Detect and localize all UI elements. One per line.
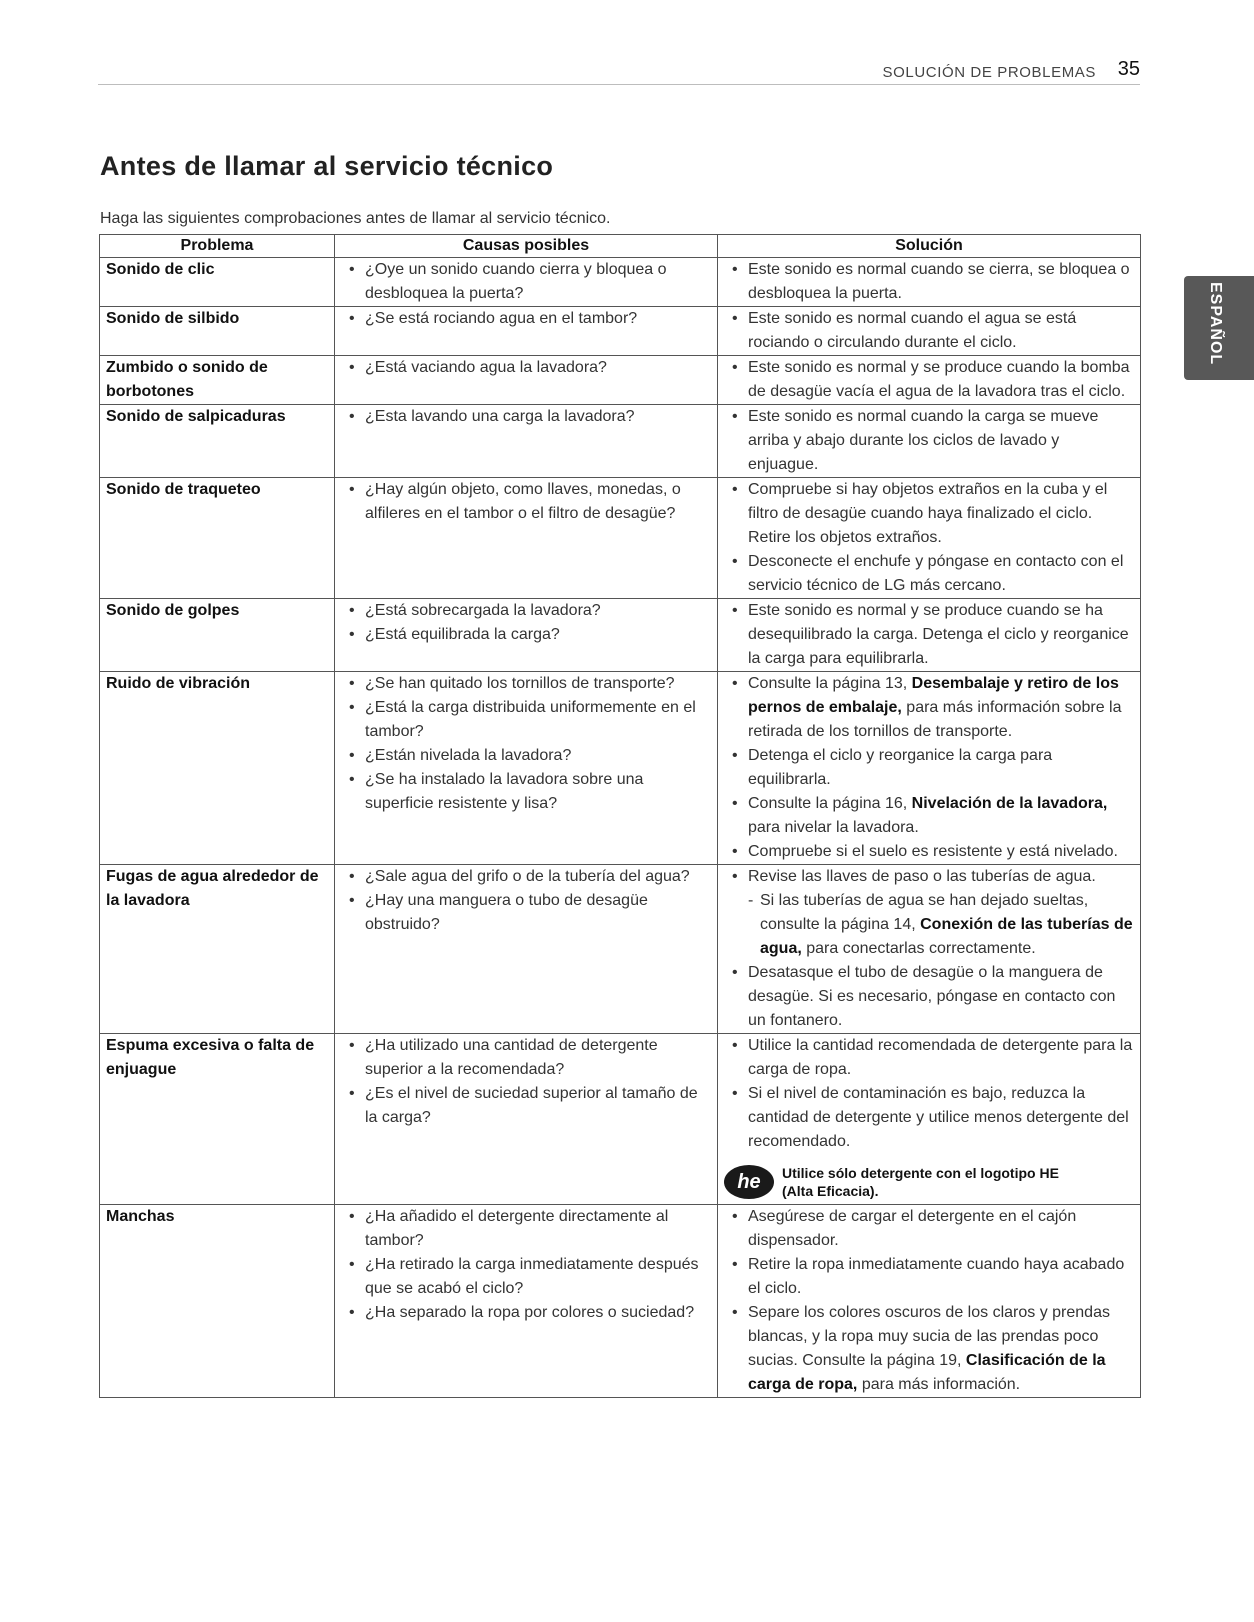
causes-cell — [335, 599, 718, 672]
solution-text: para conectarlas correctamente. — [801, 940, 1036, 957]
solution-subitem — [748, 889, 1134, 961]
intro-text: Haga las siguientes comprobaciones antes de llamar al servicio técnico. — [100, 210, 611, 227]
solution-text: Consulte la página 13, — [748, 675, 912, 692]
causes-cell — [335, 865, 718, 1034]
he-logo-icon: he — [724, 1165, 774, 1199]
causes-cell — [335, 258, 718, 307]
solution-item: • Si el nivel de contaminación es bajo, reduzca la cantidad de detergente y utilice menos detergente del recomendado. — [748, 1082, 1134, 1154]
table-row — [100, 599, 1141, 672]
table-row — [100, 478, 1141, 599]
cause-item: • ¿Ha retirado la carga inmediatamente después que se acabó el ciclo? — [365, 1253, 711, 1301]
header-causes: Causas posibles — [335, 235, 718, 258]
solution-item: • Este sonido es normal cuando el agua se está rociando o circulando durante el ciclo. — [748, 307, 1134, 355]
solution-text: para más información. — [857, 1376, 1021, 1393]
cause-item: • ¿Hay algún objeto, como llaves, monedas, o alfileres en el tambor o el filtro de desagüe? — [365, 478, 711, 526]
table-row — [100, 1034, 1141, 1205]
solution-item: • Este sonido es normal y se produce cuando la bomba de desagüe vacía el agua de la lavadora tras el ciclo. — [748, 356, 1134, 404]
causes-cell — [335, 1034, 718, 1205]
solution-text: Si las tuberías de agua se han dejado sueltas, consulte la página 14, — [760, 892, 1089, 933]
solution-cell — [718, 1034, 1141, 1205]
cause-item: • ¿Ha utilizado una cantidad de detergente superior a la recomendada? — [365, 1034, 711, 1082]
problem-cell: Zumbido o sonido de borbotones — [100, 356, 335, 405]
table-row — [100, 258, 1141, 307]
causes-cell — [335, 405, 718, 478]
problem-cell: Sonido de golpes — [100, 599, 335, 672]
solution-cell — [718, 672, 1141, 865]
table-header-row — [100, 235, 1141, 258]
solution-item — [748, 840, 1134, 864]
table-row — [100, 1205, 1141, 1398]
solution-item — [748, 865, 1134, 961]
problem-cell: Espuma excesiva o falta de enjuague — [100, 1034, 335, 1205]
cause-item: • ¿Está vaciando agua la lavadora? — [365, 356, 711, 380]
he-note-text — [782, 1164, 1059, 1200]
solution-text: Retire la ropa inmediatamente cuando haya acabado el ciclo. — [748, 1256, 1125, 1297]
solution-item: • Este sonido es normal cuando la carga se mueve arriba y abajo durante los ciclos de lavado y enjuague. — [748, 405, 1134, 477]
solution-item — [748, 792, 1134, 840]
solution-text: Compruebe si el suelo es resistente y está nivelado. — [748, 843, 1118, 860]
solution-item — [748, 1253, 1134, 1301]
cause-item: • ¿Esta lavando una carga la lavadora? — [365, 405, 711, 429]
cause-item: • ¿Ha separado la ropa por colores o suciedad? — [365, 1301, 711, 1325]
solution-reference: Desembalaje y retiro de los pernos de embalaje, — [748, 675, 1119, 716]
table-row — [100, 865, 1141, 1034]
cause-item: • ¿Se ha instalado la lavadora sobre una superficie resistente y lisa? — [365, 768, 711, 816]
problem-cell: Ruido de vibración — [100, 672, 335, 865]
solution-text: Asegúrese de cargar el detergente en el cajón dispensador. — [748, 1208, 1077, 1249]
cause-item: • ¿Está sobrecargada la lavadora? — [365, 599, 711, 623]
solution-text: Detenga el ciclo y reorganice la carga para equilibrarla. — [748, 747, 1053, 788]
cause-item: • ¿Hay una manguera o tubo de desagüe obstruido? — [365, 889, 711, 937]
troubleshooting-table — [99, 234, 1141, 1398]
solution-reference: Clasificación de la carga de ropa, — [748, 1352, 1106, 1393]
solution-cell — [718, 1205, 1141, 1398]
solution-cell — [718, 599, 1141, 672]
problem-cell: Sonido de silbido — [100, 307, 335, 356]
causes-cell — [335, 356, 718, 405]
solution-text: Consulte la página 16, — [748, 795, 912, 812]
solution-cell — [718, 478, 1141, 599]
language-side-tab — [1184, 276, 1254, 380]
problem-cell: Sonido de traqueteo — [100, 478, 335, 599]
table-row — [100, 356, 1141, 405]
table-row — [100, 307, 1141, 356]
page-title: Antes de llamar al servicio técnico — [100, 151, 554, 181]
solution-cell — [718, 307, 1141, 356]
cause-item: • ¿Es el nivel de suciedad superior al tamaño de la carga? — [365, 1082, 711, 1130]
solution-item — [748, 672, 1134, 744]
cause-item: • ¿Oye un sonido cuando cierra y bloquea o desbloquea la puerta? — [365, 258, 711, 306]
solution-cell — [718, 865, 1141, 1034]
cause-item: • ¿Ha añadido el detergente directamente al tambor? — [365, 1205, 711, 1253]
solution-cell — [718, 356, 1141, 405]
solution-cell — [718, 258, 1141, 307]
causes-cell — [335, 478, 718, 599]
cause-item: • ¿Están nivelada la lavadora? — [365, 744, 711, 768]
problem-cell: Fugas de agua alrededor de la lavadora — [100, 865, 335, 1034]
dash-marker: - — [748, 892, 754, 909]
problem-cell: Sonido de clic — [100, 258, 335, 307]
solution-text: para más información sobre la retirada de los tornillos de transporte. — [748, 699, 1122, 740]
language-tab-label: ESPAÑOL — [1207, 282, 1224, 366]
table-row — [100, 672, 1141, 865]
table-row — [100, 405, 1141, 478]
section-title: SOLUCIÓN DE PROBLEMAS — [882, 64, 1096, 81]
he-note-line: Utilice sólo detergente con el logotipo HE — [782, 1165, 1059, 1181]
cause-item: • ¿Se está rociando agua en el tambor? — [365, 307, 711, 331]
header-solution: Solución — [718, 235, 1141, 258]
solution-text: Separe los colores oscuros de los claros y prendas blancas, y la ropa muy sucia de las prendas poco sucias. Consulte la página 19, — [748, 1304, 1110, 1369]
solution-item — [748, 1205, 1134, 1253]
page-number: 35 — [1117, 58, 1140, 80]
he-detergent-note — [724, 1164, 1134, 1200]
causes-cell — [335, 307, 718, 356]
header-problem: Problema — [100, 235, 335, 258]
solution-item: • Este sonido es normal cuando se cierra, se bloquea o desbloquea la puerta. — [748, 258, 1134, 306]
solution-item: • Compruebe si hay objetos extraños en la cuba y el filtro de desagüe cuando haya finalizado el ciclo. Retire los objetos extraños. — [748, 478, 1134, 550]
solution-cell — [718, 405, 1141, 478]
solution-item: • Utilice la cantidad recomendada de detergente para la carga de ropa. — [748, 1034, 1134, 1082]
he-note-line: (Alta Eficacia). — [782, 1183, 879, 1199]
solution-item: • Desconecte el enchufe y póngase en contacto con el servicio técnico de LG más cercano. — [748, 550, 1134, 598]
cause-item: • ¿Se han quitado los tornillos de transporte? — [365, 672, 711, 696]
solution-item — [748, 744, 1134, 792]
solution-reference: Nivelación de la lavadora, — [911, 795, 1108, 812]
cause-item: • ¿Está equilibrada la carga? — [365, 623, 711, 647]
problem-cell: Sonido de salpicaduras — [100, 405, 335, 478]
causes-cell — [335, 672, 718, 865]
solution-item — [748, 1301, 1134, 1397]
page-header — [98, 58, 1140, 85]
solution-text: para nivelar la lavadora. — [748, 819, 919, 836]
solution-reference: Conexión de las tuberías de agua, — [760, 916, 1133, 957]
cause-item: • ¿Sale agua del grifo o de la tubería del agua? — [365, 865, 711, 889]
solution-text: Revise las llaves de paso o las tuberías de agua. — [748, 868, 1096, 885]
causes-cell — [335, 1205, 718, 1398]
problem-cell: Manchas — [100, 1205, 335, 1398]
solution-item: • Este sonido es normal y se produce cuando se ha desequilibrado la carga. Detenga el ciclo y reorganice la carga para equilibrarla. — [748, 599, 1134, 671]
solution-item: • Desatasque el tubo de desagüe o la manguera de desagüe. Si es necesario, póngase en contacto con un fontanero. — [748, 961, 1134, 1033]
cause-item: • ¿Está la carga distribuida uniformemente en el tambor? — [365, 696, 711, 744]
